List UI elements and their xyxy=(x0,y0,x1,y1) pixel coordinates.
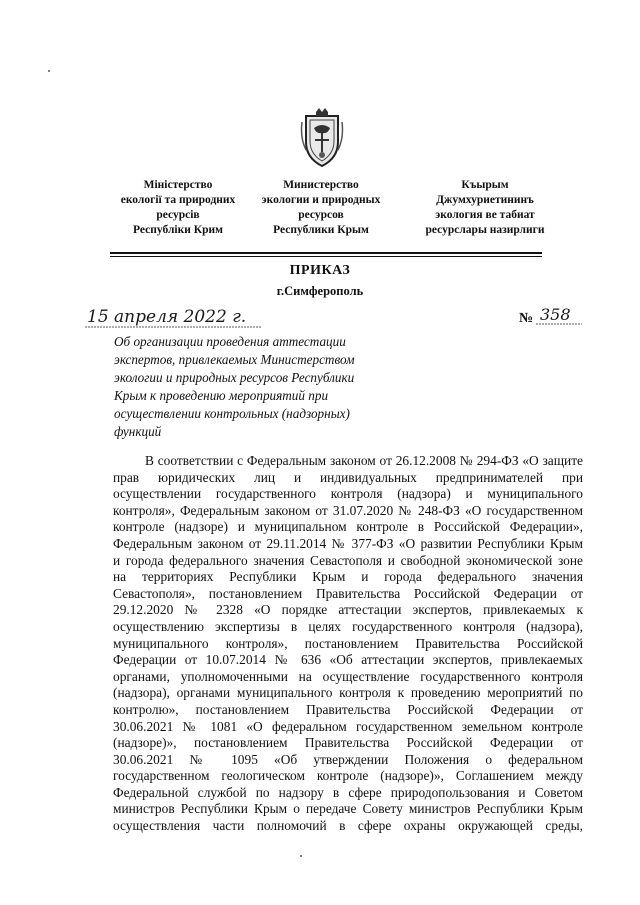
header-divider-thick xyxy=(110,252,542,254)
subject-line: Крым к проведению мероприятий при xyxy=(114,388,329,403)
body-line: осуществления части полномочий в сфере охраны окружающей среды, xyxy=(113,818,583,834)
header-line: Къырым xyxy=(461,179,509,191)
header-line: Министерство xyxy=(283,179,359,191)
subject-line: экспертов, привлекаемых Министерством xyxy=(114,352,355,367)
body-line: органами, уполномоченными на осуществление государственного контроля xyxy=(113,668,583,684)
handwritten-number-text: 358 xyxy=(540,305,571,324)
header-line: экология ве табиат xyxy=(435,209,535,221)
ministry-name-ukrainian xyxy=(103,178,253,238)
header-line: экологии и природных xyxy=(261,194,381,206)
body-line: осуществлению экспертизы в целях государственного контроля (надзора), xyxy=(113,618,583,634)
subject-line: функций xyxy=(114,424,162,439)
body-line: Федерации от 10.07.2014 № 636 «Об аттестации экспертов, привлекаемых xyxy=(113,652,583,668)
body-line: Федеральным законом от 29.11.2014 № 377-ФЗ «О развитии Республики Крым xyxy=(113,535,583,551)
header-line: Джумхуриетининъ xyxy=(436,194,534,206)
body-line: Севастополя», постановлением Правительства Российской Федерации от xyxy=(113,585,583,601)
body-line: 30.06.2021 № 1095 «Об утверждении Положения о федеральном xyxy=(113,751,583,767)
body-line: муниципального контроля», постановлением Правительства Российской xyxy=(113,635,583,651)
body-line: Федеральной службой по надзору в сфере природопользования и Советом xyxy=(113,784,583,800)
body-line: осуществлении государственного контроля (надзора) и муниципального xyxy=(113,486,583,502)
header-line: ресурсов xyxy=(298,209,344,221)
header-line: ресурсів xyxy=(156,209,200,221)
handwritten-date xyxy=(85,302,265,332)
body-line: (надзоре)», постановлением Правительства Российской Федерации от xyxy=(113,735,583,751)
order-city: г.Симферополь xyxy=(276,284,364,298)
coat-of-arms-icon xyxy=(300,108,344,168)
header-line: ресурслары назирлиги xyxy=(425,224,545,236)
subject-line: Об организации проведения аттестации xyxy=(114,334,346,349)
subject-line: осуществлении контрольных (надзорных) xyxy=(114,406,350,421)
body-line: и города федерального значения Севастополя и свободной экономической зоне xyxy=(113,552,583,568)
subject-line: экологии и природных ресурсов Республики xyxy=(114,370,355,385)
handwritten-order-number xyxy=(536,302,584,328)
order-number-label: № xyxy=(519,311,534,326)
handwritten-date-text: 15 апреля 2022 г. xyxy=(87,307,247,327)
body-line: контроля», Федеральным законом от 31.07.2020 № 248-ФЗ «О государственном xyxy=(113,502,583,518)
body-line: прав юридических лиц и индивидуальных предпринимателей при xyxy=(113,469,583,485)
body-line: 30.06.2021 № 1081 «О федеральном государственном земельном контроле xyxy=(113,718,583,734)
header-line: Республіки Крим xyxy=(133,224,223,236)
ministry-name-crimean-tatar xyxy=(410,178,560,238)
body-line: контроле (надзоре) и муниципальном контроле в Российской Федерации», xyxy=(113,519,583,535)
header-line: екології та природних xyxy=(120,194,236,206)
body-line: (надзора), органами муниципального контроля к проведению мероприятий по xyxy=(113,685,583,701)
ministry-name-russian xyxy=(246,178,396,238)
body-line: контролю», постановлением Правительства Российской Федерации от xyxy=(113,701,583,717)
header-divider-thin xyxy=(110,256,542,257)
body-line: В соответствии с Федеральным законом от 26.12.2008 № 294-ФЗ «О защите xyxy=(145,453,583,468)
body-line: государственном геологическом контроле (надзоре)», Соглашением между xyxy=(113,768,583,784)
body-line: министров Республики Крым о передаче Совету министров Республики Крым xyxy=(113,801,583,817)
order-title: ПРИКАЗ xyxy=(289,263,351,278)
header-line: Республики Крым xyxy=(273,224,369,236)
order-body xyxy=(113,453,583,835)
body-line: на территориях Республики Крым и города федерального значения xyxy=(113,569,583,585)
scan-speck xyxy=(300,855,302,857)
header-line: Міністерство xyxy=(143,179,213,191)
body-line: 29.12.2020 № 2328 «О порядке аттестации экспертов, привлекаемых к xyxy=(113,602,583,618)
scan-speck xyxy=(48,70,50,72)
order-subject xyxy=(114,333,384,441)
